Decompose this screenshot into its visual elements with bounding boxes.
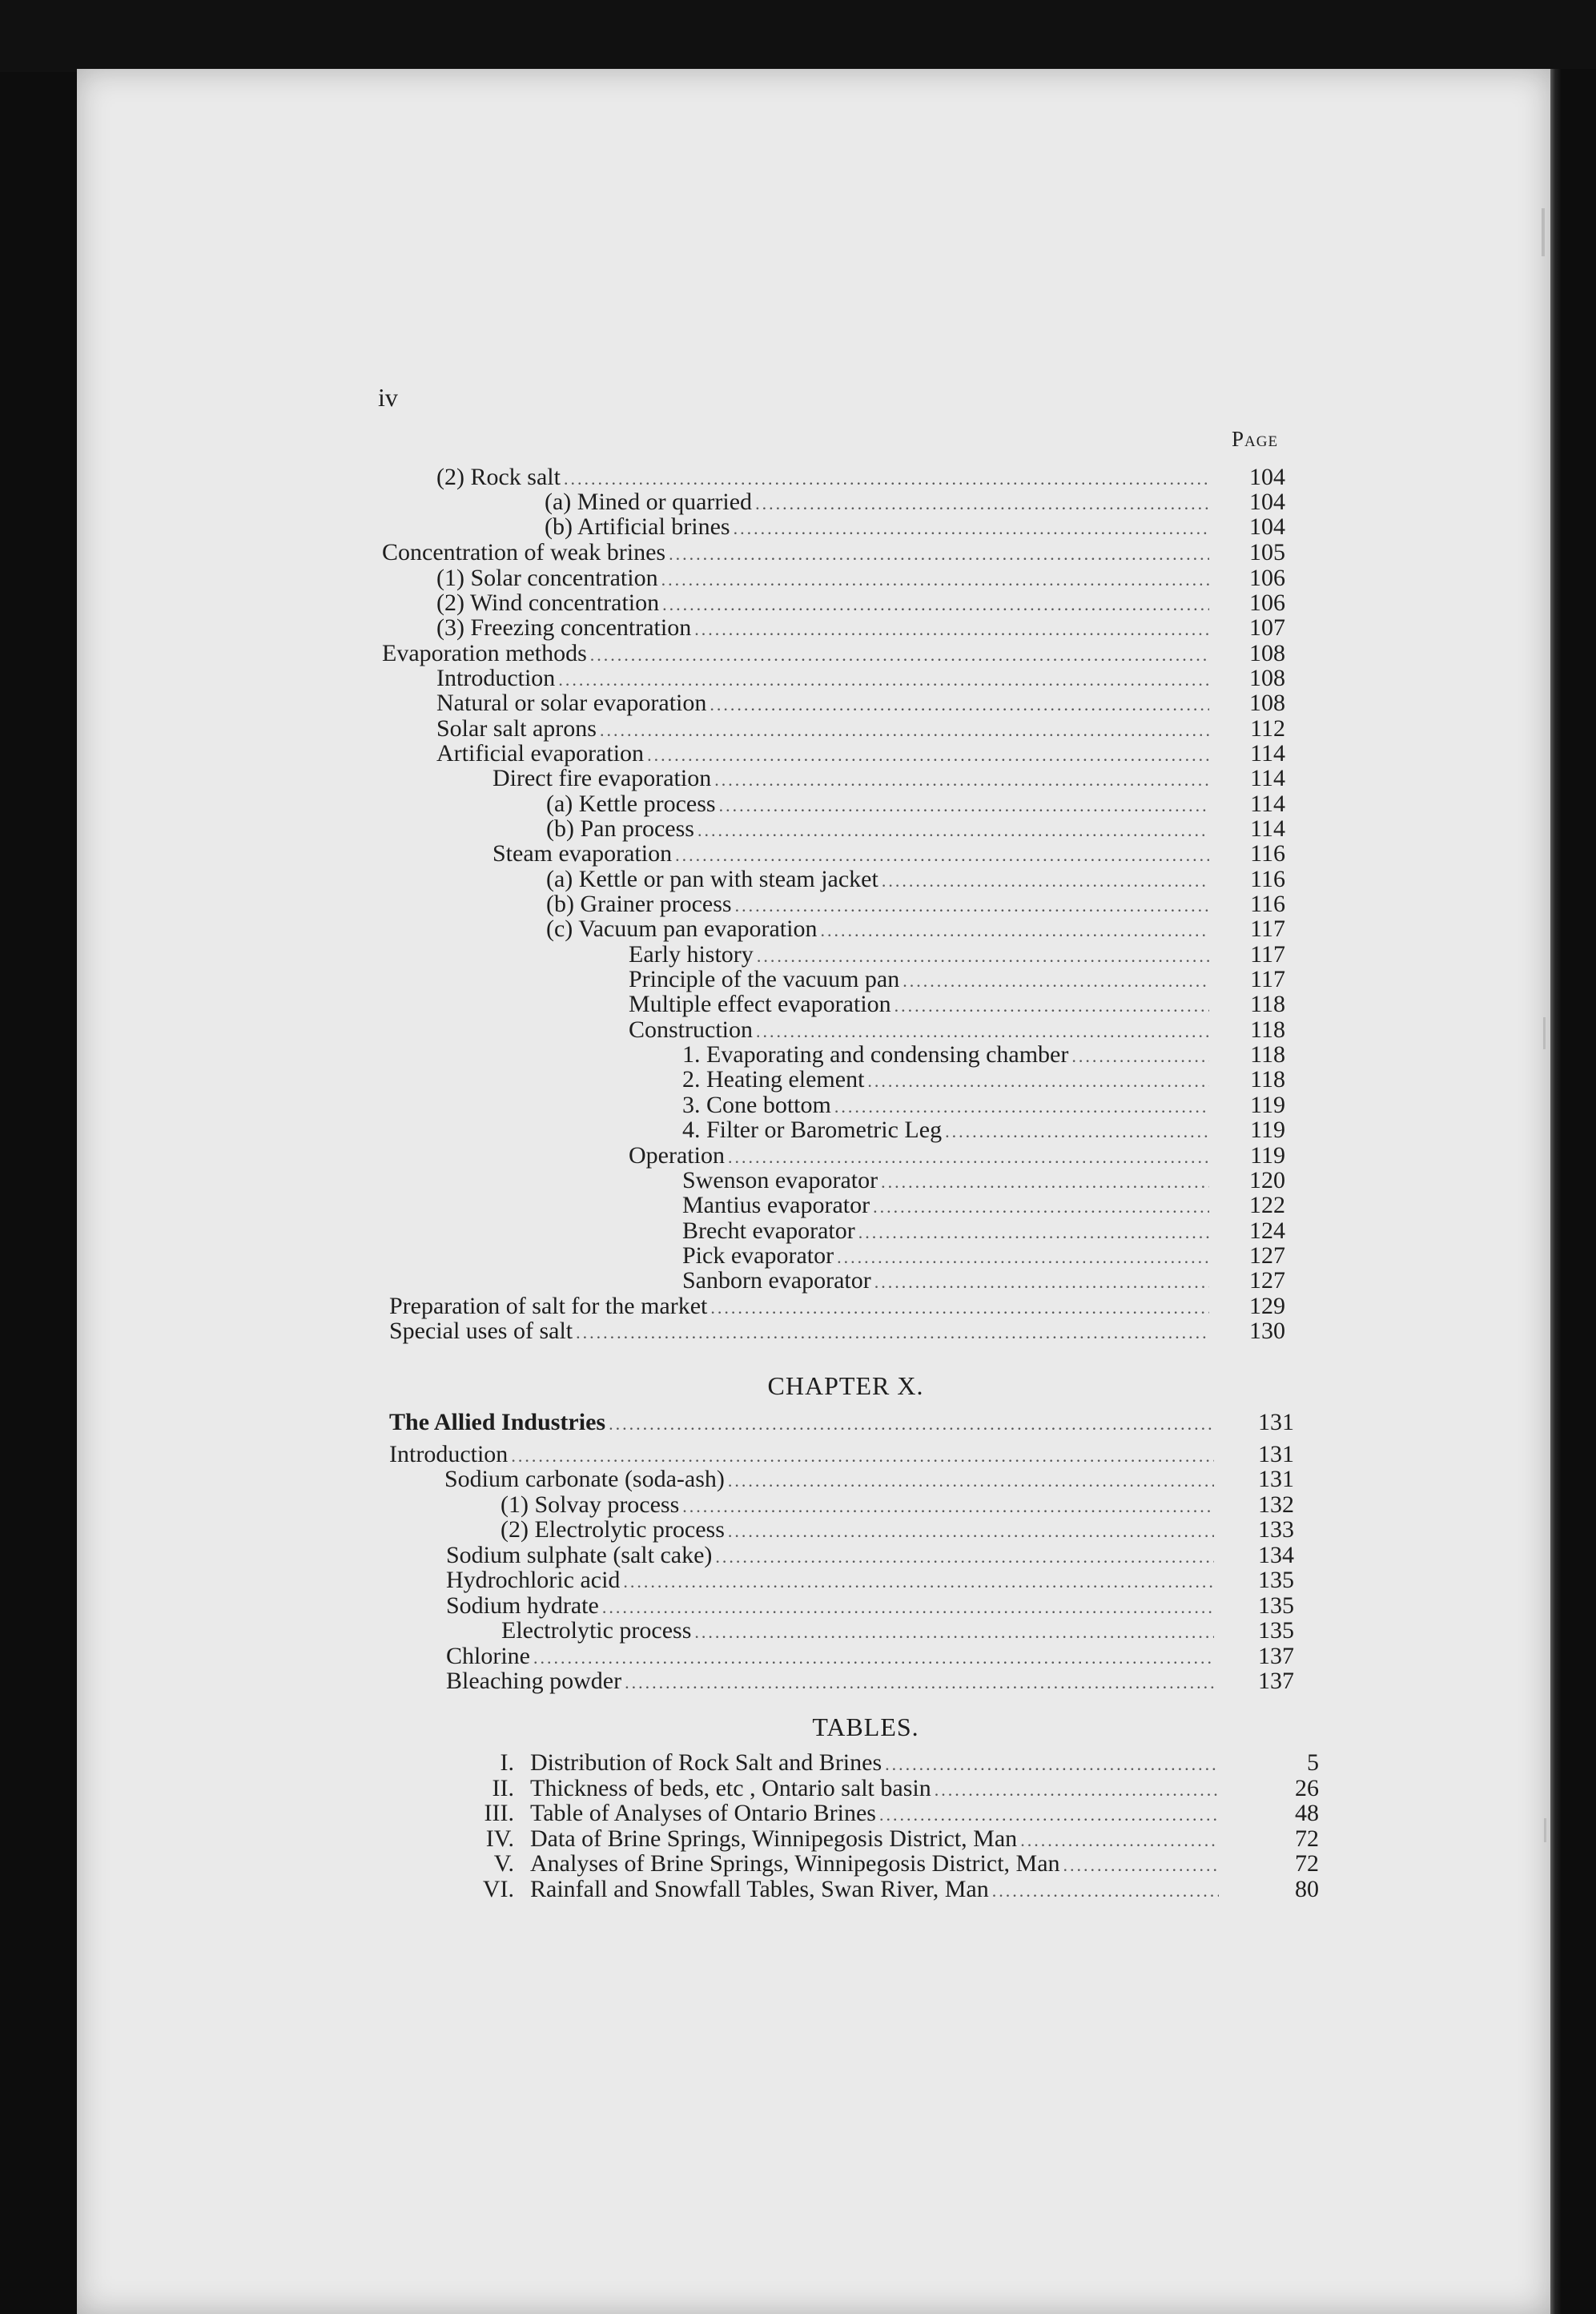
table-list-number: II. (492, 1775, 514, 1801)
toc-entry (444, 1466, 1294, 1494)
toc-entry-page: 114 (1250, 765, 1285, 791)
toc-entry-page: 127 (1249, 1242, 1285, 1269)
toc-entry-label: Artificial evaporation (436, 740, 645, 767)
toc-entry-page: 131 (1258, 1441, 1294, 1467)
dot-leader (881, 1169, 1209, 1195)
dot-leader (694, 617, 1209, 642)
dot-leader (820, 918, 1209, 944)
toc-entry (682, 1192, 1285, 1220)
toc-entry-page: 118 (1250, 1016, 1285, 1043)
toc-entry (436, 715, 1285, 743)
toc-entry (545, 513, 1285, 541)
dot-leader (682, 1494, 1214, 1519)
dot-leader (935, 1777, 1219, 1803)
toc-entry-page: 118 (1250, 1041, 1285, 1068)
scan-artifact (1542, 208, 1545, 256)
dot-leader (1071, 1044, 1209, 1069)
toc-entry-page: 129 (1249, 1293, 1285, 1319)
table-list-number: VI. (482, 1876, 514, 1902)
toc-entry-page: 135 (1258, 1592, 1294, 1619)
toc-entry-page: 133 (1258, 1516, 1294, 1543)
dot-leader (728, 1519, 1214, 1544)
toc-entry-label: (2) Wind concentration (436, 590, 660, 616)
toc-entry-label: (b) Grainer process (546, 891, 732, 917)
toc-entry-page: 108 (1249, 690, 1285, 716)
dot-leader (600, 718, 1209, 743)
toc-entry (446, 1643, 1294, 1671)
toc-entry-label: (c) Vacuum pan evaporation (546, 916, 818, 942)
toc-entry-label: (b) Artificial brines (545, 513, 730, 540)
dot-leader (715, 1544, 1214, 1570)
dot-leader (675, 843, 1209, 868)
dot-leader (576, 1320, 1209, 1346)
toc-entry-page: 106 (1249, 565, 1285, 591)
dot-leader (647, 742, 1209, 768)
toc-entry (629, 991, 1285, 1019)
dot-leader (625, 1670, 1214, 1696)
toc-entry (682, 1092, 1285, 1120)
table-list-entry (484, 1800, 1319, 1828)
toc-entry-label: Brecht evaporator (682, 1217, 855, 1244)
toc-entry-page: 137 (1258, 1643, 1294, 1669)
toc-entry-label: Introduction (389, 1441, 509, 1467)
toc-entry-label: (2) Rock salt (436, 464, 561, 490)
toc-entry-label: (a) Kettle or pan with steam jacket (546, 866, 878, 892)
table-list-number: V. (493, 1850, 514, 1877)
toc-entry (682, 1066, 1285, 1094)
toc-entry (382, 640, 1285, 668)
toc-entry (436, 740, 1285, 768)
toc-entry (492, 765, 1285, 793)
toc-entry-page: 118 (1250, 991, 1285, 1017)
toc-entry-label: 4. Filter or Barometric Leg (682, 1117, 943, 1143)
toc-entry (436, 464, 1285, 492)
toc-entry (682, 1242, 1285, 1270)
toc-entry-page: 114 (1250, 740, 1285, 767)
dot-leader (734, 516, 1209, 541)
dot-leader (590, 642, 1209, 668)
toc-entry-page: 108 (1249, 640, 1285, 666)
table-list-label: Distribution of Rock Salt and Brines (530, 1749, 882, 1776)
toc-entry (682, 1167, 1285, 1195)
toc-entry (629, 966, 1285, 994)
page-column-header: Page (1232, 427, 1279, 451)
toc-entry-label: Pick evaporator (682, 1242, 834, 1269)
toc-entry-label: Sodium carbonate (soda-ash) (444, 1466, 725, 1492)
scan-artifact (1544, 1818, 1546, 1842)
dot-leader (903, 968, 1209, 994)
toc-entry-page: 124 (1249, 1217, 1285, 1244)
toc-entry (436, 690, 1285, 718)
table-list-number: III. (484, 1800, 514, 1826)
toc-entry (501, 1491, 1294, 1519)
toc-entry (629, 1016, 1285, 1044)
dot-leader (697, 818, 1209, 843)
dot-leader (609, 1411, 1214, 1437)
toc-entry (682, 1217, 1285, 1246)
dot-leader (879, 1802, 1219, 1828)
scan-border-top (0, 0, 1596, 72)
table-list-page: 72 (1295, 1850, 1319, 1877)
dot-leader (1063, 1853, 1219, 1878)
toc-entry-label: Evaporation methods (382, 640, 587, 666)
dot-leader (694, 1620, 1214, 1645)
toc-entry-label: Special uses of salt (389, 1318, 573, 1344)
dot-leader (837, 1245, 1209, 1270)
table-list-page: 48 (1295, 1800, 1319, 1826)
toc-entry (546, 891, 1285, 919)
toc-entry-label: Operation (629, 1142, 725, 1169)
dot-leader (728, 1468, 1214, 1494)
dot-leader (710, 1295, 1209, 1321)
dot-leader (858, 1220, 1209, 1246)
toc-entry-label: Introduction (436, 665, 556, 691)
toc-entry-page: 118 (1250, 1066, 1285, 1093)
toc-entry-label: Principle of the vacuum pan (629, 966, 900, 992)
toc-entry-label: Hydrochloric acid (446, 1567, 621, 1593)
toc-entry-label: (b) Pan process (546, 815, 694, 842)
toc-entry (629, 1142, 1285, 1170)
toc-entry (446, 1668, 1294, 1696)
dot-leader (661, 567, 1209, 593)
toc-entry-page: 114 (1250, 791, 1285, 817)
toc-entry (501, 1516, 1294, 1544)
table-list-entry (492, 1775, 1319, 1803)
toc-entry-page: 107 (1249, 614, 1285, 641)
toc-entry-page: 116 (1250, 840, 1285, 867)
toc-entry (546, 866, 1285, 894)
table-list-entry (482, 1876, 1319, 1904)
dot-leader (867, 1068, 1209, 1094)
toc-entry (436, 614, 1285, 642)
toc-entry (501, 1617, 1294, 1645)
toc-entry-label: Early history (629, 941, 754, 968)
toc-entry-page: 119 (1250, 1142, 1285, 1169)
toc-entry-page: 134 (1258, 1542, 1294, 1568)
toc-entry-label: Bleaching powder (446, 1668, 622, 1694)
dot-leader (714, 767, 1209, 793)
toc-entry-page: 119 (1250, 1117, 1285, 1143)
toc-entry-page: 132 (1258, 1491, 1294, 1518)
toc-entry-page: 119 (1250, 1092, 1285, 1118)
toc-entry-page: 127 (1249, 1267, 1285, 1294)
scan-border-right (1550, 69, 1596, 2314)
table-list-page: 72 (1295, 1825, 1319, 1852)
table-list-number: IV. (485, 1825, 514, 1852)
dot-leader (669, 541, 1209, 567)
chapter-heading: CHAPTER X. (767, 1371, 924, 1400)
dot-leader (710, 692, 1209, 718)
dot-leader (882, 868, 1209, 894)
toc-entry (436, 590, 1285, 618)
toc-entry-label: Construction (629, 1016, 753, 1043)
toc-entry-label: Steam evaporation (492, 840, 673, 867)
toc-entry-page: 135 (1258, 1617, 1294, 1644)
toc-entry-page: 120 (1249, 1167, 1285, 1193)
toc-entry-page: 104 (1249, 489, 1285, 515)
toc-entry-label: Electrolytic process (501, 1617, 692, 1644)
table-list-label: Data of Brine Springs, Winnipegosis District, Man (530, 1825, 1018, 1852)
dot-leader (662, 592, 1209, 618)
toc-entry-label: 3. Cone bottom (682, 1092, 831, 1118)
toc-entry-page: 114 (1250, 815, 1285, 842)
toc-entry-page: 135 (1258, 1567, 1294, 1593)
toc-entry-page: 104 (1249, 464, 1285, 490)
toc-entry (682, 1117, 1285, 1145)
toc-entry (545, 489, 1285, 517)
table-list-page: 26 (1295, 1775, 1319, 1801)
toc-entry-label: 2. Heating element (682, 1066, 865, 1093)
toc-entry (389, 1318, 1285, 1346)
toc-entry-page: 130 (1249, 1318, 1285, 1344)
toc-entry-label: Sodium sulphate (salt cake) (446, 1542, 713, 1568)
toc-entry-label: (a) Mined or quarried (545, 489, 753, 515)
page-number: iv (378, 383, 398, 412)
toc-entry-page: 104 (1249, 513, 1285, 540)
toc-entry-label: Mantius evaporator (682, 1192, 870, 1218)
toc-entry (436, 565, 1285, 593)
toc-entry-page: 117 (1250, 916, 1285, 942)
toc-entry-label: Natural or solar evaporation (436, 690, 707, 716)
table-list-label: Table of Analyses of Ontario Brines (530, 1800, 876, 1826)
toc-entry-label: (1) Solar concentration (436, 565, 658, 591)
toc-entry (446, 1542, 1294, 1570)
dot-leader (894, 993, 1209, 1019)
table-list-entry (500, 1749, 1319, 1777)
toc-entry (446, 1592, 1294, 1620)
scan-artifact (1543, 1017, 1546, 1049)
toc-entry (682, 1267, 1285, 1295)
toc-entry-label: (3) Freezing concentration (436, 614, 692, 641)
toc-entry-label: Sanborn evaporator (682, 1267, 871, 1294)
table-list-number: I. (500, 1749, 514, 1776)
dot-leader (602, 1595, 1214, 1620)
toc-entry (436, 665, 1285, 693)
toc-entry (629, 941, 1285, 969)
toc-entry-label: (1) Solvay process (501, 1491, 680, 1518)
toc-entry-page: 112 (1250, 715, 1285, 742)
toc-entry (546, 815, 1285, 843)
dot-leader (623, 1569, 1214, 1595)
toc-entry (389, 1441, 1294, 1469)
table-list-entry (485, 1825, 1319, 1853)
toc-entry (382, 539, 1285, 567)
toc-entry-label: Swenson evaporator (682, 1167, 878, 1193)
toc-entry (446, 1567, 1294, 1595)
toc-entry-page: 131 (1258, 1409, 1294, 1435)
toc-entry-page: 131 (1258, 1466, 1294, 1492)
table-list-entry (493, 1850, 1319, 1878)
dot-leader (873, 1194, 1209, 1220)
table-list-page: 80 (1295, 1876, 1319, 1902)
toc-entry-page: 117 (1250, 941, 1285, 968)
dot-leader (945, 1119, 1209, 1145)
toc-entry-label: Multiple effect evaporation (629, 991, 891, 1017)
toc-entry-label: 1. Evaporating and condensing chamber (682, 1041, 1069, 1068)
toc-entry-label: Direct fire evaporation (492, 765, 712, 791)
table-list-label: Rainfall and Snowfall Tables, Swan River, Man (530, 1876, 989, 1902)
dot-leader (885, 1752, 1219, 1777)
toc-entry-label: (2) Electrolytic process (501, 1516, 725, 1543)
toc-entry (682, 1041, 1285, 1069)
toc-entry-label: Solar salt aprons (436, 715, 597, 742)
toc-entry-label: The Allied Industries (389, 1409, 606, 1435)
toc-entry-page: 117 (1250, 966, 1285, 992)
table-list-label: Thickness of beds, etc , Ontario salt basin (530, 1775, 931, 1801)
toc-entry-label: Sodium hydrate (446, 1592, 599, 1619)
tables-heading: TABLES. (812, 1712, 919, 1741)
toc-entry (546, 916, 1285, 944)
toc-entry-label: (a) Kettle process (546, 791, 716, 817)
dot-leader (874, 1270, 1209, 1295)
dot-leader (719, 793, 1209, 819)
toc-entry (492, 840, 1285, 868)
toc-entry-label: Chlorine (446, 1643, 530, 1669)
toc-entry-page: 137 (1258, 1668, 1294, 1694)
table-list-page: 5 (1307, 1749, 1319, 1776)
toc-entry-label: Preparation of salt for the market (389, 1293, 708, 1319)
toc-entry-page: 116 (1250, 891, 1285, 917)
toc-entry (389, 1409, 1294, 1437)
toc-entry-page: 105 (1249, 539, 1285, 565)
dot-leader (992, 1878, 1219, 1904)
toc-entry-page: 122 (1249, 1192, 1285, 1218)
toc-entry-page: 116 (1250, 866, 1285, 892)
toc-entry (546, 791, 1285, 819)
toc-entry-page: 106 (1249, 590, 1285, 616)
table-list-label: Analyses of Brine Springs, Winnipegosis District, Man (530, 1850, 1060, 1877)
toc-entry-label: Concentration of weak brines (382, 539, 666, 565)
dot-leader (755, 491, 1209, 517)
toc-entry-page: 108 (1249, 665, 1285, 691)
toc-entry (389, 1293, 1285, 1321)
dot-leader (533, 1645, 1214, 1671)
